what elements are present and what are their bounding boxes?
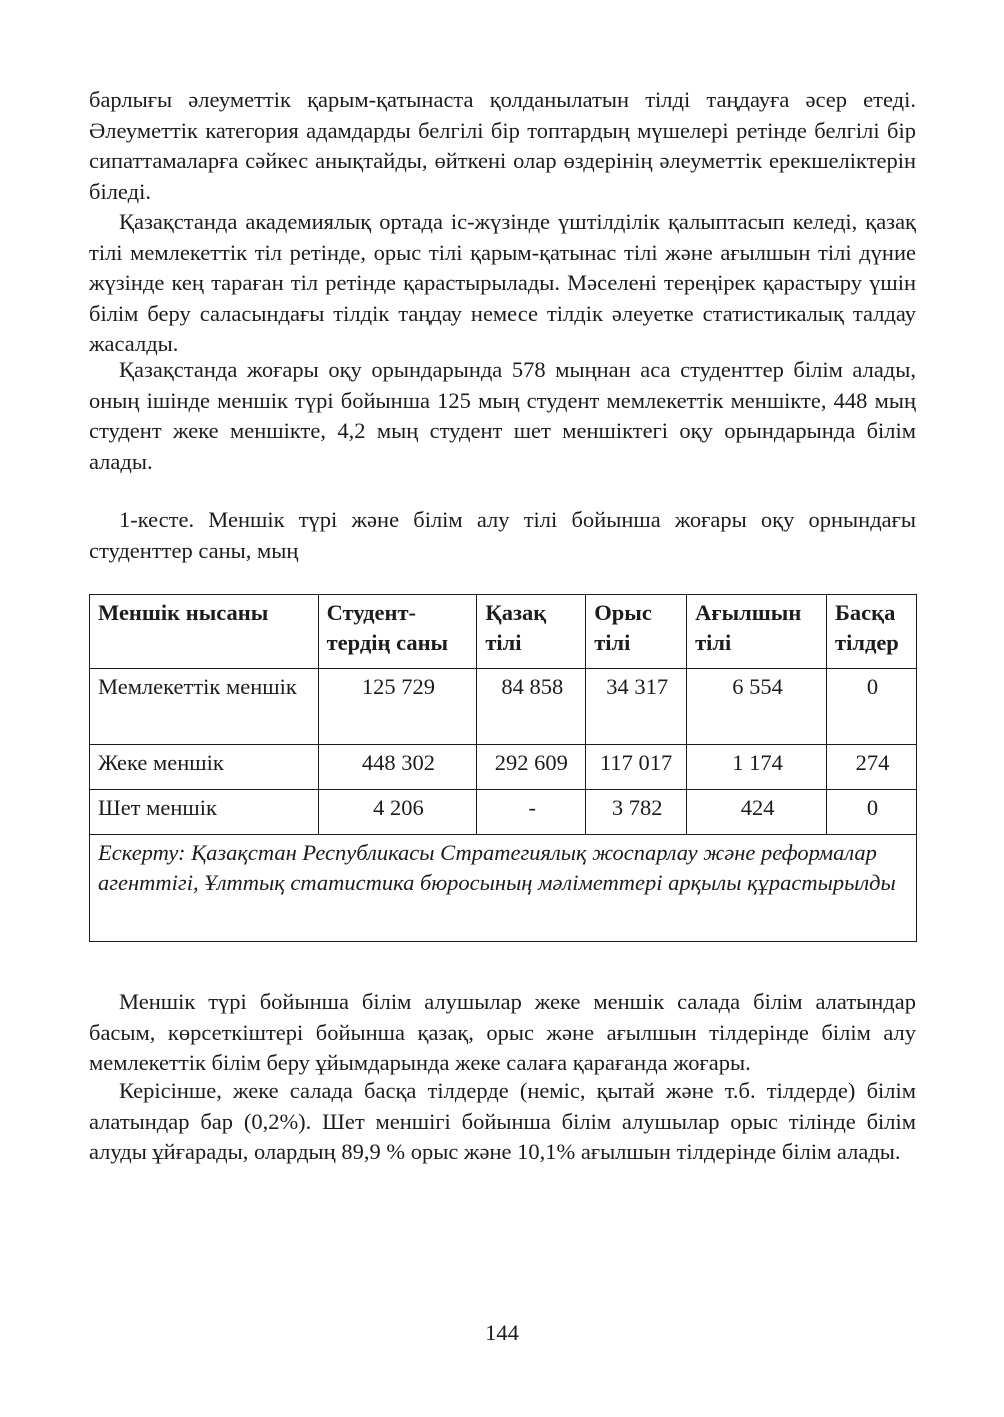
cell-russian: 117 017 <box>586 745 687 790</box>
cell-kazakh: 84 858 <box>477 669 586 745</box>
paragraph-ownership-analysis: Меншік түрі бойынша білім алушылар жеке меншік салада білім алатындар басым, көрсеткіштері бойынша қазақ, орыс және ағылшын тілдерінде білім алу мемлекеттік білім беру ұйымдарында жеке салаға қарағанда жоғары. <box>89 989 916 1075</box>
students-by-ownership-table <box>89 594 917 942</box>
table-row <box>90 745 917 790</box>
paragraph-student-counts: Қазақстанда жоғары оқу орындарында 578 мыңнан аса студенттер білім алады, оның ішінде меншік түрі бойынша 125 мың студент мемлекеттік меншікте, 448 мың студент жеке меншікте, 4,2 мың студент шет меншіктегі оқу орындарында білім алады. <box>89 357 916 474</box>
cell-student-count: 125 729 <box>318 669 477 745</box>
cell-english: 6 554 <box>687 669 827 745</box>
header-english-language: Ағылшын тілі <box>687 595 827 669</box>
row-label: Мемлекеттік меншік <box>90 669 319 745</box>
header-other-languages: Басқа тілдер <box>827 595 917 669</box>
table-caption: 1-кесте. Меншік түрі және білім алу тілі бойынша жоғары оқу орнындағы студенттер саны, мың <box>89 507 916 563</box>
cell-russian: 3 782 <box>586 790 687 835</box>
cell-student-count: 448 302 <box>318 745 477 790</box>
cell-russian: 34 317 <box>586 669 687 745</box>
cell-kazakh: 292 609 <box>477 745 586 790</box>
table-source-note: Ескерту: Қазақстан Республикасы Стратегиялық жоспарлау және реформалар агенттігі, Ұлттық статистика бюросының мәліметтері арқылы құрастырылды <box>90 835 917 942</box>
header-russian-language: Орыс тілі <box>586 595 687 669</box>
paragraph-trilingualism: Қазақстанда академиялық ортада іс-жүзінде үштілділік қалыптасып келеді, қазақ тілі мемлекеттік тіл ретінде, орыс тілі қарым-қатынас тілі және ағылшын тілі дүние жүзінде кең тараған тіл ретінде қарастырылады. Мәселені тереңірек қарастыру үшін білім беру саласындағы тілдік таңдау немесе тілдік әлеуетке статистикалық талдау жасалды. <box>89 209 916 356</box>
header-student-count: Студенттердің саны <box>318 595 477 669</box>
table-header-row <box>90 595 917 669</box>
cell-kazakh: - <box>477 790 586 835</box>
header-kazakh-language: Қазақ тілі <box>477 595 586 669</box>
cell-other: 274 <box>827 745 917 790</box>
table-note-row <box>90 835 917 942</box>
row-label: Жеке меншік <box>90 745 319 790</box>
paragraph-intro: барлығы әлеуметтік қарым-қатынаста қолданылатын тілді таңдауға әсер етеді. Әлеуметтік категория адамдарды белгілі бір топтардың мүшелері ретінде белгілі бір сипаттамаларға сәйкес анықтайды, өйткені олар өздерінің әлеуметтік ерекшеліктерін біледі. <box>89 87 916 204</box>
cell-english: 1 174 <box>687 745 827 790</box>
page-number: 144 <box>485 1320 519 1345</box>
table-row <box>90 790 917 835</box>
row-label: Шет меншік <box>90 790 319 835</box>
paragraph-other-languages: Керісінше, жеке салада басқа тілдерде (неміс, қытай және т.б. тілдерде) білім алатындар бар (0,2%). Шет меншігі бойынша білім алушылар орыс тілінде білім алуды ұйғарады, олардың 89,9 % орыс және 10,1% ағылшын тілдерінде білім алады. <box>89 1078 916 1164</box>
header-ownership-type: Меншік нысаны <box>90 595 319 669</box>
table-row <box>90 669 917 745</box>
cell-other: 0 <box>827 790 917 835</box>
cell-english: 424 <box>687 790 827 835</box>
cell-other: 0 <box>827 669 917 745</box>
cell-student-count: 4 206 <box>318 790 477 835</box>
